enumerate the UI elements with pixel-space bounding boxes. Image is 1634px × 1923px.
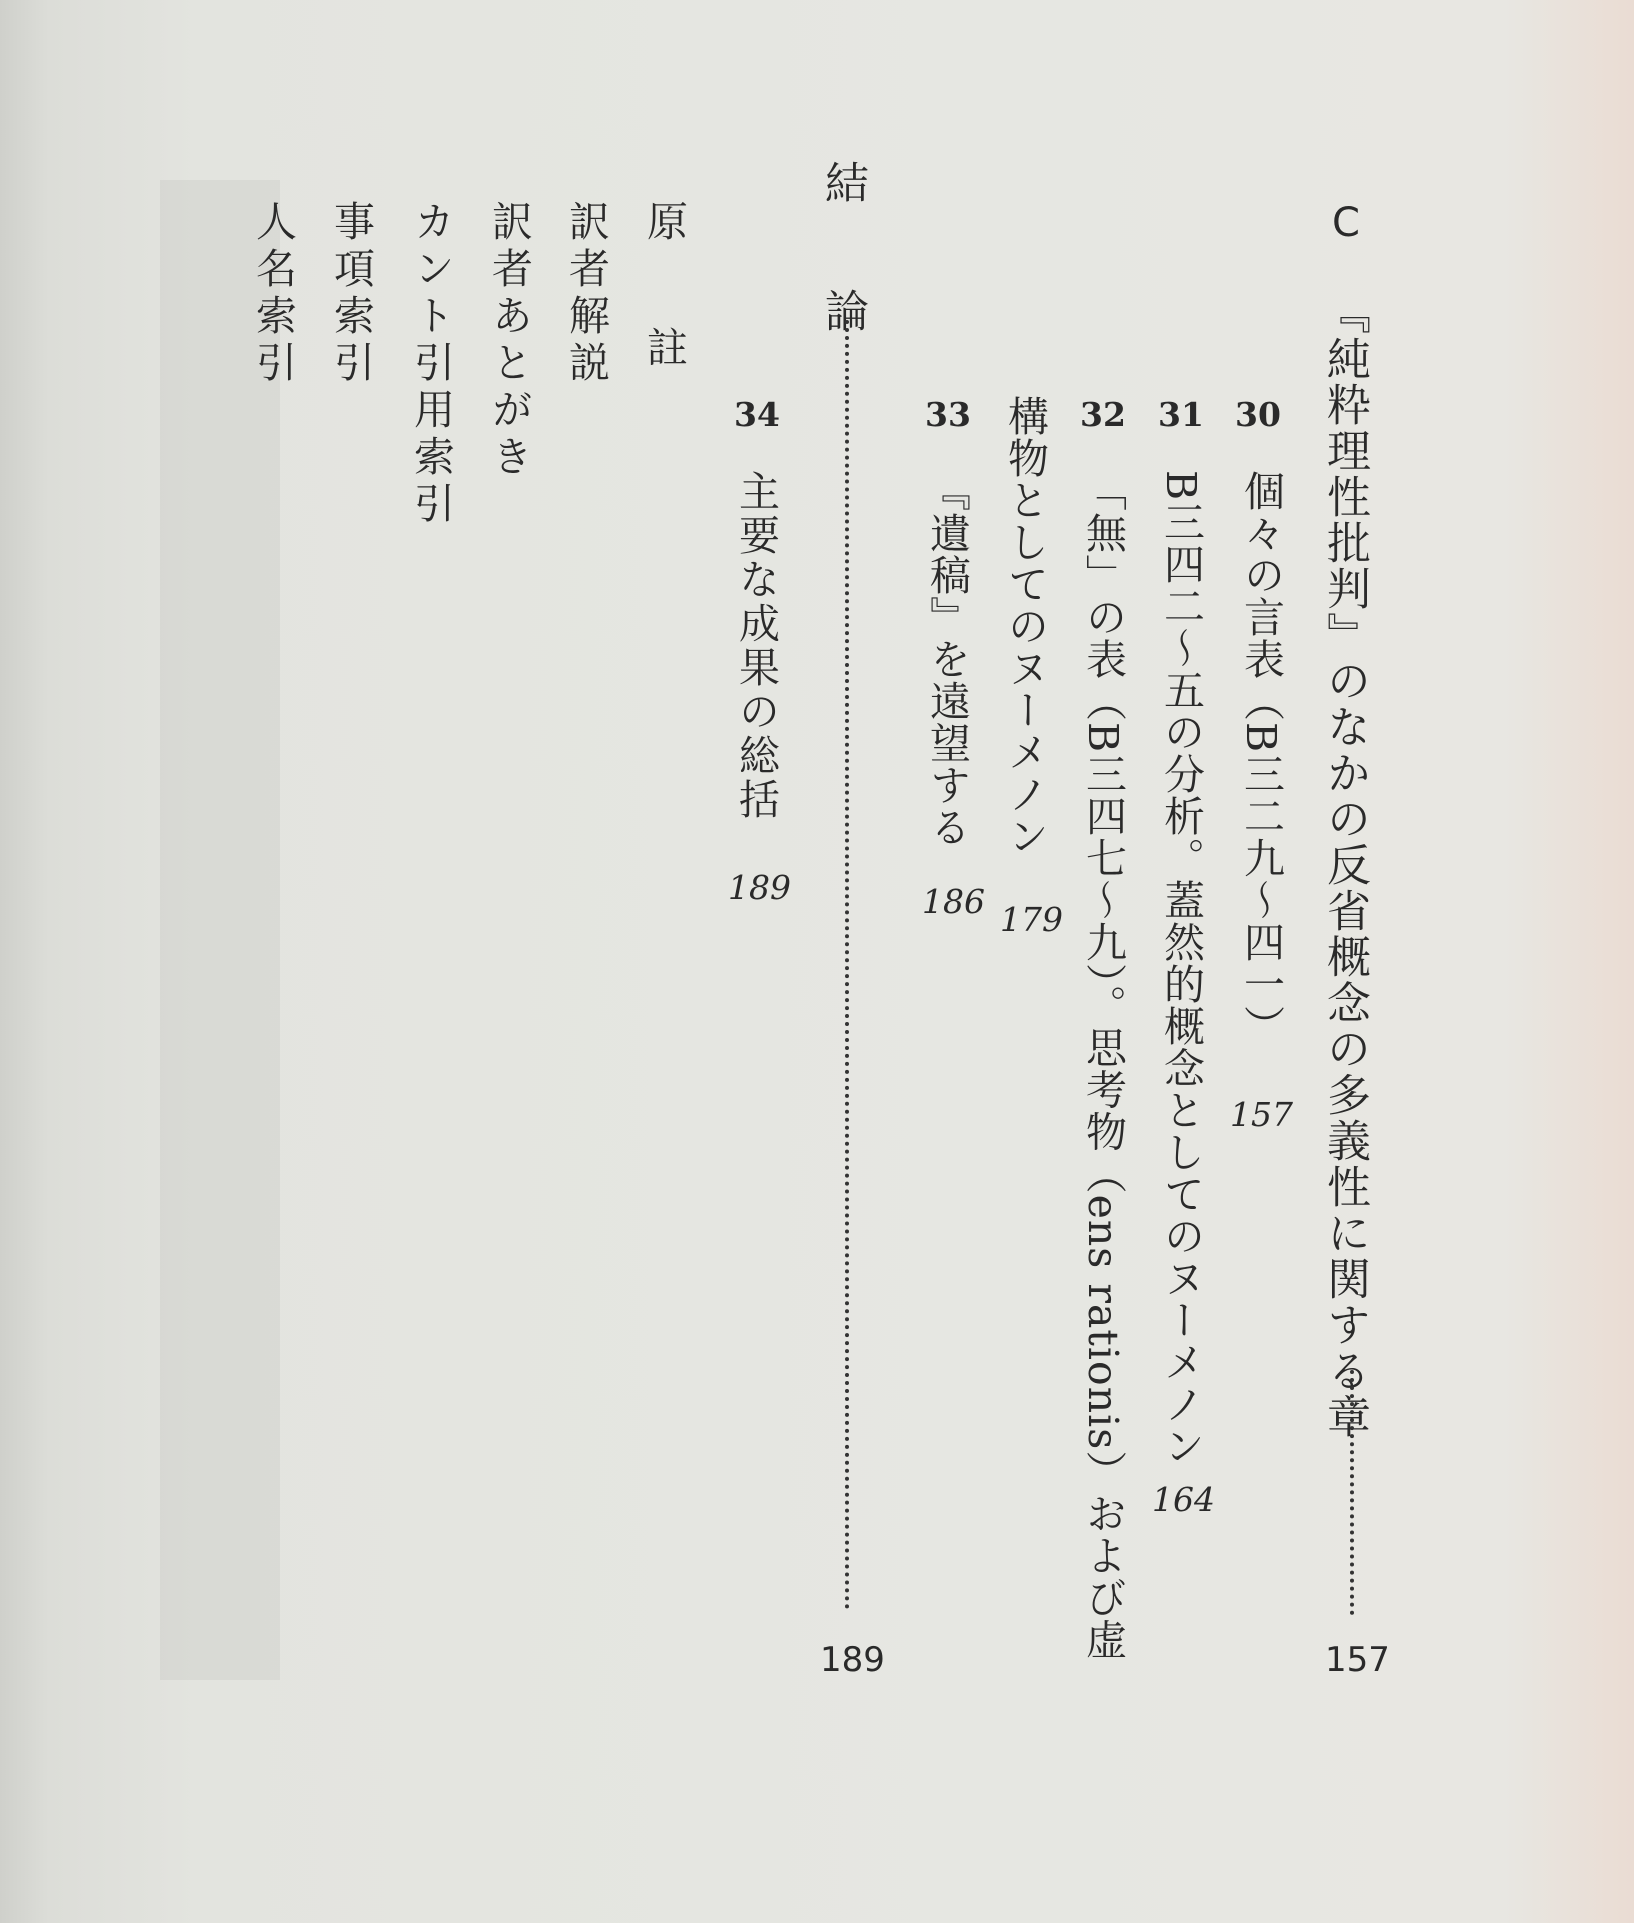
entry-page: 186 [922,882,985,921]
back-matter-afterword: 訳者あとがき [485,200,533,482]
entry-number: 30 [1235,395,1281,434]
section-c-title: 『純粋理性批判』のなかの反省概念の多義性に関する章 [1319,290,1370,1440]
back-matter-kant-citation-index: カント引用索引 [407,200,455,529]
entry-page: 157 [1230,1095,1293,1134]
section-c-letter: C [1332,200,1360,246]
back-matter-name-index: 人名索引 [249,200,297,388]
conclusion-title: 結 論 [817,160,868,352]
entry-text: 個々の言表（B三二九〜四一） [1237,470,1285,1048]
back-matter-notes: 原 註 [640,200,688,389]
conclusion-leader-dots [845,320,849,1610]
entry-number: 34 [734,395,780,434]
entry-text: 『遺稿』を遠望する [923,470,971,848]
entry-page: 164 [1152,1480,1215,1519]
entry-page: 189 [728,868,791,907]
back-matter-subject-index: 事項索引 [327,200,375,388]
entry-number: 31 [1158,395,1204,434]
entry-text: 主要な成果の総括 [732,470,780,822]
conclusion-page: 189 [820,1640,885,1680]
show-through-shadow [160,180,280,1680]
entry-text: B三四二〜五の分析。蓋然的概念としてのヌーメノン [1157,470,1205,1468]
entry-text: 「無」の表（B三四七〜九）。思考物（ens rationis）および虚 [1079,470,1127,1661]
section-c-leader-dots [1350,1370,1354,1615]
entry-number: 32 [1080,395,1126,434]
entry-text-continued: 構物としてのヌーメノン [1001,395,1049,857]
entry-page: 179 [1000,900,1063,939]
entry-number: 33 [925,395,971,434]
section-c-page: 157 [1325,1640,1390,1680]
back-matter-translator-commentary: 訳者解説 [562,200,610,388]
